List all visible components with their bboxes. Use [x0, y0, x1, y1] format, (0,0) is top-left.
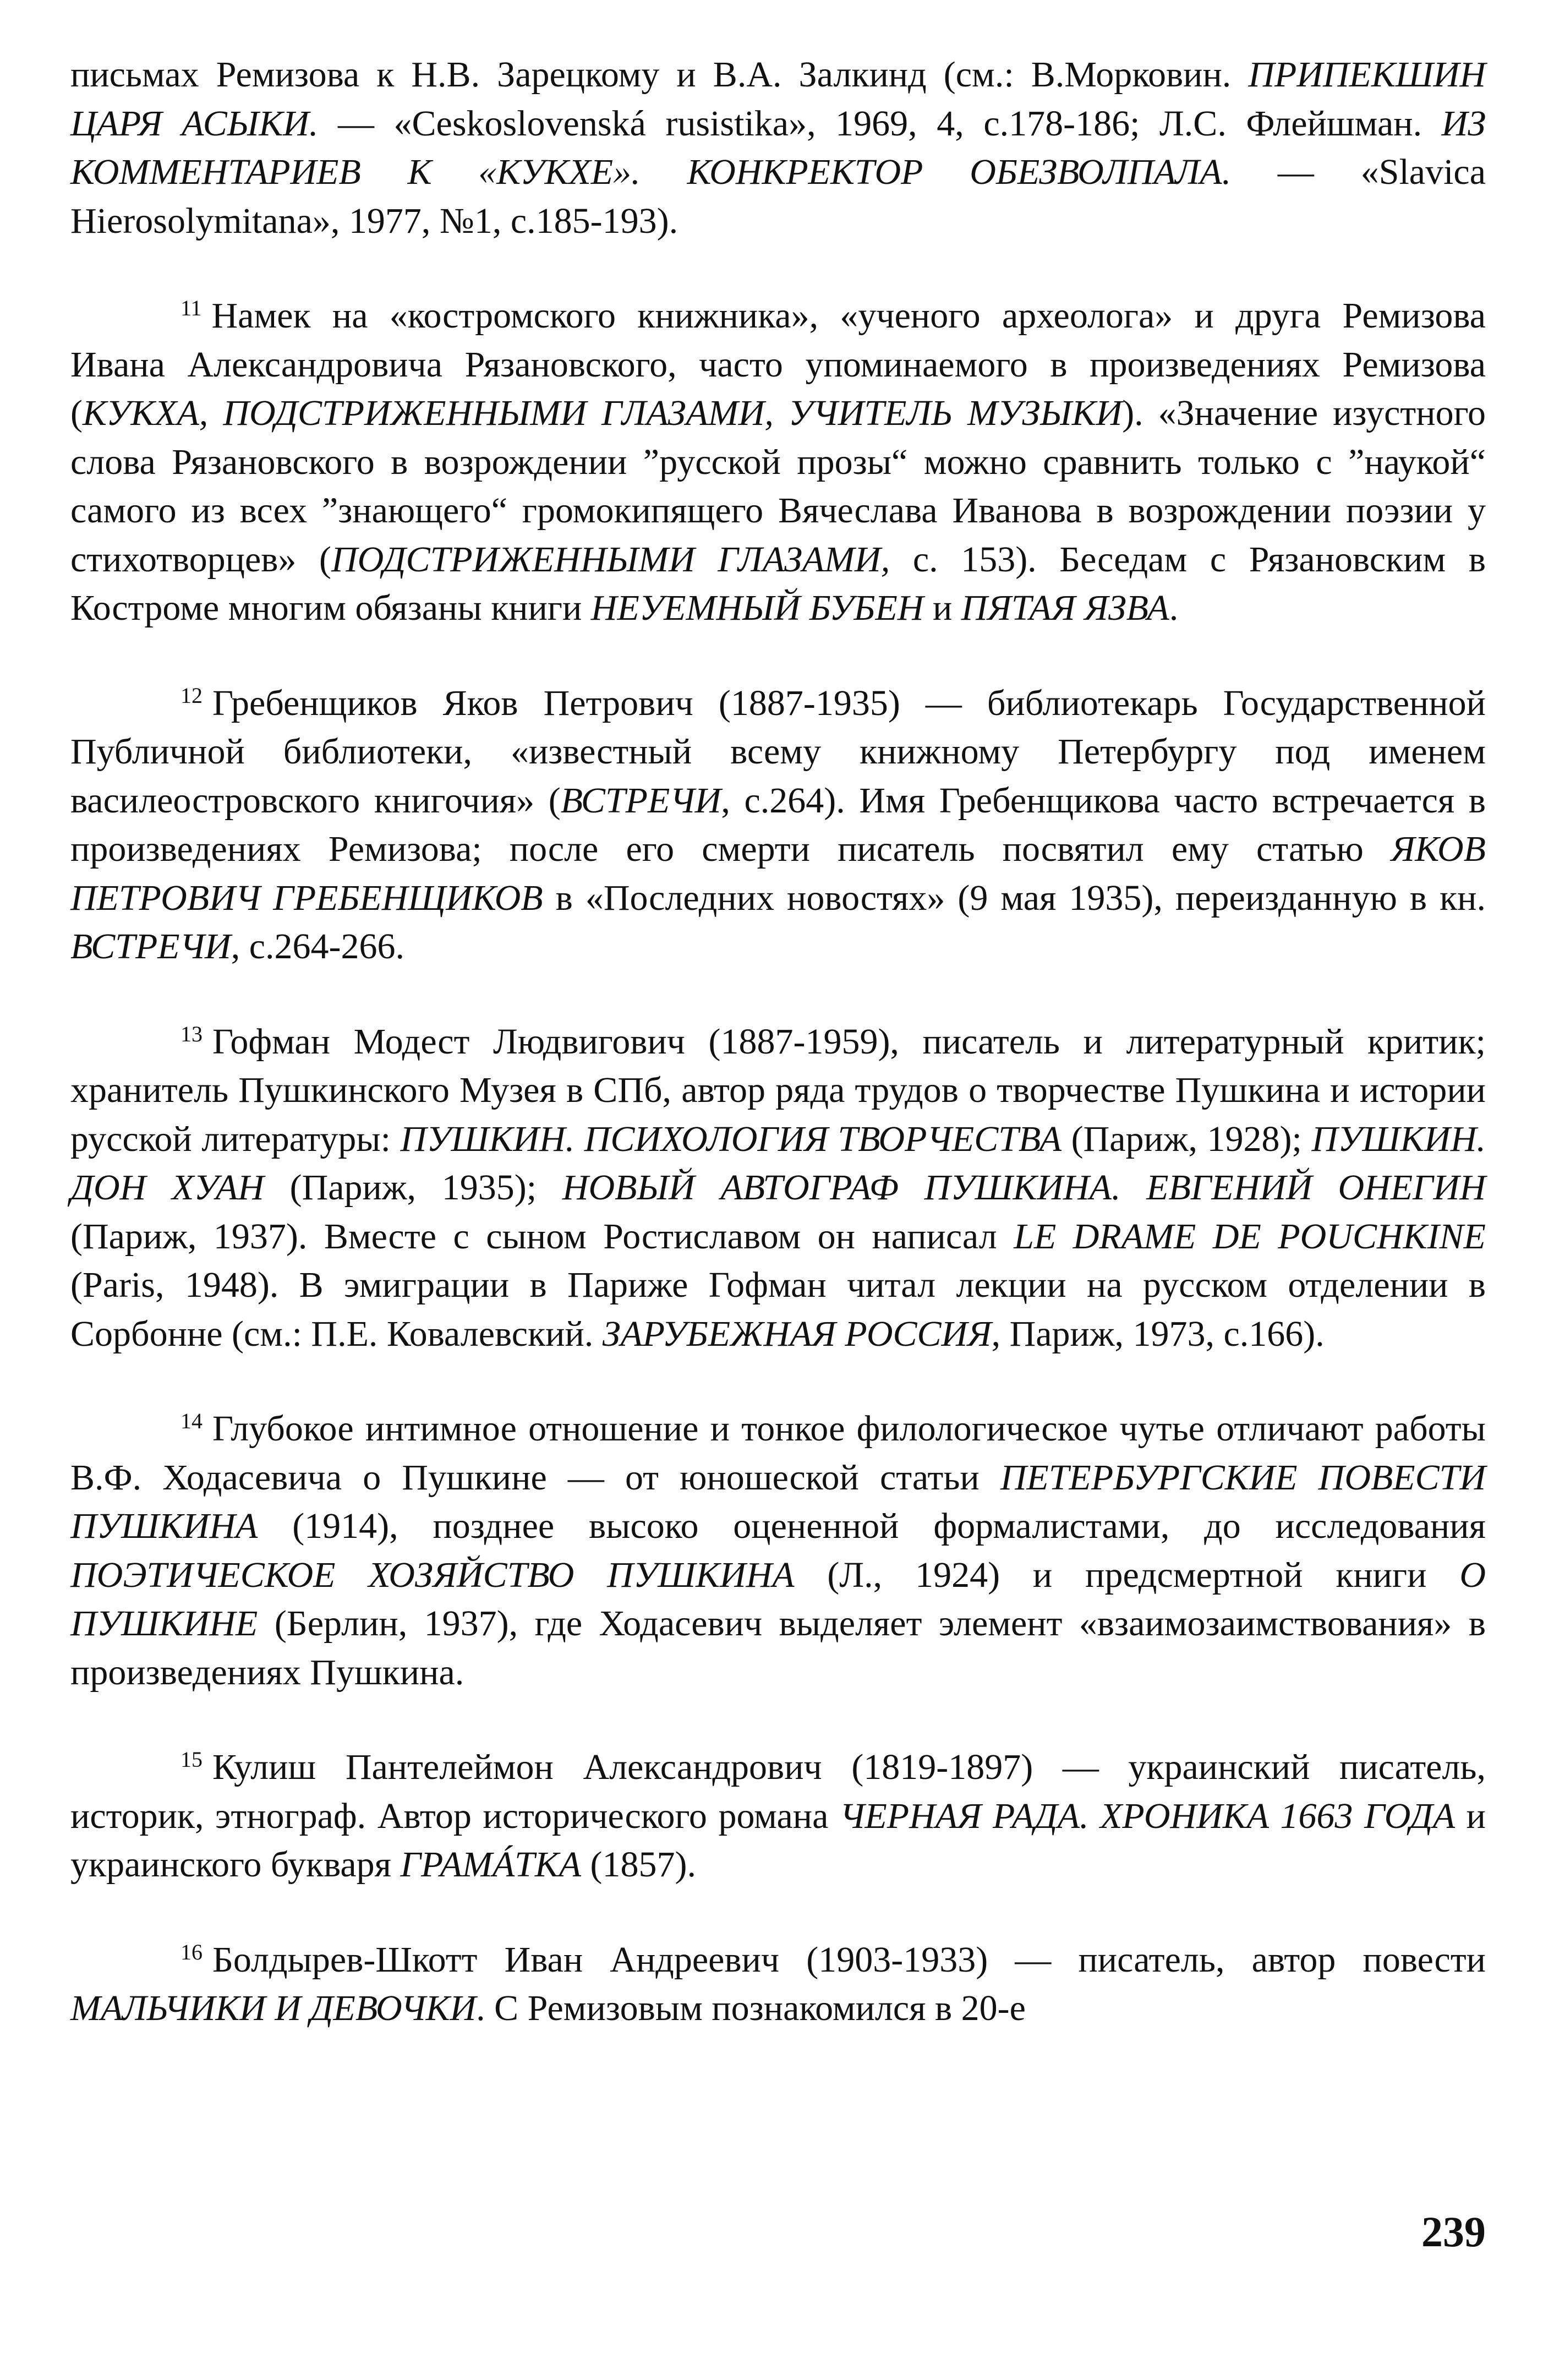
- footnote-text: ). «Значение изустного слова Рязановского в возрождении ”русской прозы“ можно сравнить только с ”наукой“ самого из всех ”знающего“ громокипящего Вячеслава Иванова в возрождении поэзии у стихотворцев» (: [70, 393, 1486, 580]
- footnote-16: [70, 1936, 1486, 2033]
- footnote-text: и: [923, 588, 961, 628]
- footnote-text: Гофман Модест Людвигович (1887-1959), писатель и литературный критик; хранитель Пушкинского Музея в СПб, автор ряда трудов о творчестве Пушкина и истории русской литературы:: [70, 1021, 1486, 1159]
- footnote-text: с. 153). Беседам с Рязановским в Костроме многим обязаны книги: [70, 539, 1486, 628]
- work-title: ИЗ КОММЕНТАРИЕВ К «КУКХЕ». КОНКРЕКТОР ОБЕЗВОЛПАЛА.: [70, 103, 1486, 192]
- footnote-text: (Берлин, 1937), где Ходасевич выделяет элемент «взаимозаимствования» в произведениях Пушкина.: [70, 1603, 1486, 1693]
- footnote-text: (1914), позднее высоко оцененной формалистами, до исследования: [258, 1506, 1486, 1546]
- work-title: КУКХА, ПОДСТРИЖЕННЫМИ ГЛАЗАМИ, УЧИТЕЛЬ МУЗЫКИ: [82, 393, 1123, 433]
- footnote-text: (Paris, 1948). В эмиграции в Париже Гофман читал лекции на русском отделении в Сорбонне (см.: П.Е. Ковалевский.: [70, 1265, 1486, 1354]
- work-title: ВСТРЕЧИ: [70, 926, 231, 967]
- footnote-text: Глубокое интимное отношение и тонкое филологическое чутье отличают работы В.Ф. Ходасевича о Пушкине — от юношеской статьи: [70, 1409, 1486, 1498]
- work-title: ПЯТАЯ ЯЗВА: [961, 588, 1169, 628]
- footnote-text: и украинского букваря: [70, 1795, 1486, 1885]
- footnote-13: [70, 1018, 1486, 1359]
- footnotes-text: [70, 51, 1486, 2033]
- work-title: НЕУЕМНЫЙ БУБЕН: [590, 588, 924, 628]
- work-title: ПУШКИН. ПСИХОЛОГИЯ ТВОРЧЕСТВА: [400, 1118, 1062, 1159]
- footnote-text: . С Ремизовым познакомился в 20-е: [476, 1988, 1026, 2028]
- work-title: ГРАМÁТКА: [400, 1844, 582, 1885]
- work-title: НОВЫЙ АВТОГРАФ ПУШКИНА. ЕВГЕНИЙ ОНЕГИН: [562, 1167, 1486, 1208]
- footnote-12: [70, 679, 1486, 971]
- footnote-text: , с.264). Имя Гребенщикова часто встречается в произведениях Ремизова; после его смерти писатель посвятил ему статью: [70, 780, 1486, 869]
- footnote-text: (Париж, 1937). Вместе с сыном Ростиславом он написал: [70, 1216, 1014, 1257]
- work-title: ПУШКИН. ДОН ХУАН: [70, 1118, 1486, 1208]
- footnote-text: (Париж, 1935);: [264, 1167, 562, 1208]
- work-title: ПОЭТИЧЕСКОЕ ХОЗЯЙСТВО ПУШКИНА: [70, 1554, 795, 1595]
- footnote-text: , с.264-266.: [231, 926, 404, 967]
- work-title: ПРИПЕКШИН ЦАРЯ АСЫКИ.: [70, 54, 1486, 144]
- work-title: ЯКОВ ПЕТРОВИЧ ГРЕБЕНЩИКОВ: [70, 829, 1486, 918]
- footnote-text: — «Ceskoslovenská rusistika», 1969, 4, с.178-186; Л.С. Флейшман.: [318, 103, 1442, 144]
- footnote-text: Болдырев-Шкотт Иван Андреевич (1903-1933) — писатель, автор повести: [212, 1939, 1486, 1980]
- footnote-text: в «Последних новостях» (9 мая 1935), переизданную в кн.: [543, 877, 1486, 918]
- work-title: ВСТРЕЧИ: [560, 780, 721, 821]
- work-title: ПЕТЕРБУРГСКИЕ ПОВЕСТИ ПУШКИНА: [70, 1457, 1486, 1546]
- work-title: О ПУШКИНЕ: [70, 1554, 1486, 1644]
- footnote-text: Кулиш Пантелеймон Александрович (1819-1897) — украинский писатель, историк, этнограф. Автор исторического романа: [70, 1747, 1486, 1836]
- footnote-text: Гребенщиков Яков Петрович (1887-1935) — библиотекарь Государственной Публичной библиотеки, «известный всему книжному Петербургу под именем василеостровского книгочия» (: [70, 683, 1486, 821]
- footnote-11: [70, 292, 1486, 633]
- footnote-text: Намек на «костромского книжника», «ученого археолога» и друга Ремизова Ивана Александровича Рязановского, часто упоминаемого в произведениях Ремизова (: [70, 296, 1486, 433]
- footnote-number: 13: [180, 1021, 203, 1046]
- work-title: ПОДСТРИЖЕННЫМИ ГЛАЗАМИ,: [331, 539, 890, 580]
- footnote-number: 14: [180, 1409, 203, 1433]
- footnote-number: 11: [180, 296, 202, 320]
- footnote-14: [70, 1405, 1486, 1697]
- work-title: МАЛЬЧИКИ И ДЕВОЧКИ: [70, 1988, 477, 2028]
- footnote-text: (1857).: [581, 1844, 697, 1885]
- footnote-number: 15: [180, 1747, 203, 1772]
- work-title: ЧЕРНАЯ РАДА. ХРОНИКА 1663 ГОДА: [839, 1795, 1455, 1836]
- footnote-text: письмах Ремизова к Н.В. Зарецкому и В.А. Залкинд (см.: В.Морковин.: [70, 54, 1249, 95]
- work-title: LE DRAME DE POUCHKINE: [1014, 1216, 1486, 1257]
- work-title: ЗАРУБЕЖНАЯ РОССИЯ: [602, 1313, 992, 1354]
- footnote-text: — «Slavica Hierosolymitana», 1977, №1, с.185-193).: [70, 152, 1486, 241]
- footnote-continuation: [70, 51, 1486, 245]
- footnote-text: , Париж, 1973, с.166).: [991, 1313, 1325, 1354]
- footnote-text: (Париж, 1928);: [1061, 1118, 1312, 1159]
- footnote-number: 16: [180, 1939, 203, 1964]
- page-number: 239: [1421, 2208, 1486, 2256]
- footnote-number: 12: [180, 683, 203, 708]
- footnote-text: (Л., 1924) и предсмертной книги: [794, 1554, 1460, 1595]
- footnote-15: [70, 1743, 1486, 1890]
- footnote-text: .: [1169, 588, 1179, 628]
